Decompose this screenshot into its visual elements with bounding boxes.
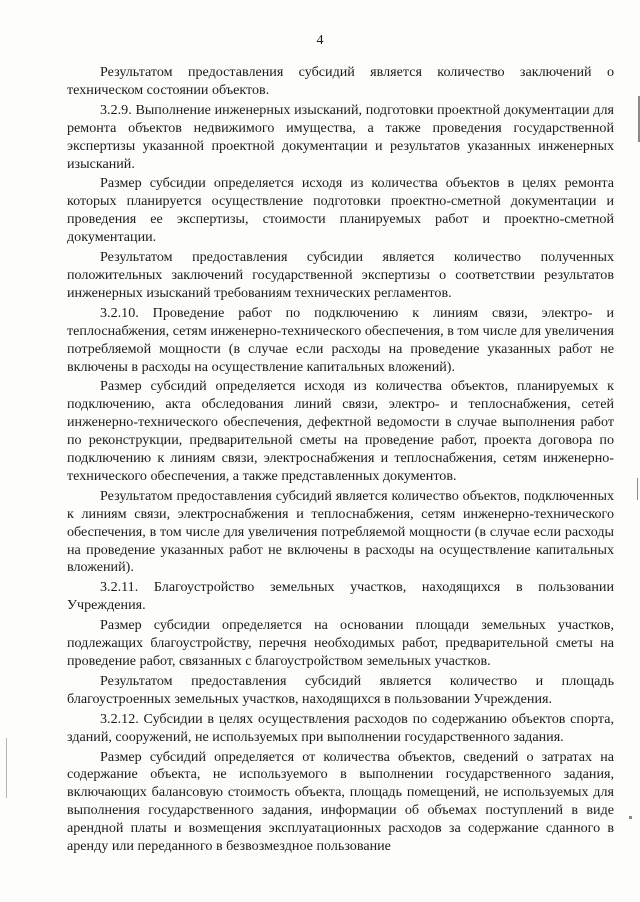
paragraph-3-2-12-size: Размер субсидий определяется от количества объектов, сведений о затратах на содержание объекта, не используемого в выполнении государственного задания, включающих балансовую стоимость объекта, площадь помещений, не используемых для выполнения государственного задания, информации об объемах поступлений в виде арендной платы и возмещения эксплуатационных расходов за содержание сданного в аренду или переданного в безвозмездное пользование (67, 748, 614, 855)
scan-edge-mark (637, 478, 638, 500)
paragraph-3-2-12-heading: 3.2.12. Субсидии в целях осуществления расходов по содержанию объектов спорта, зданий, сооружений, не используемых при выполнении государственного задания. (67, 710, 614, 745)
scan-edge-mark (6, 738, 7, 798)
page-number: 4 (316, 33, 324, 48)
paragraph-3-2-9-heading: 3.2.9. Выполнение инженерных изысканий, подготовки проектной документации для ремонта объектов недвижимого имущества, а также проведения государственной экспертизы указанной проектной документации и результатов указанных инженерных изысканий. (67, 101, 614, 172)
document-body (67, 64, 614, 856)
paragraph-3-2-10-size: Размер субсидий определяется исходя из количества объектов, планируемых к подключению, акта обследования линий связи, электро- и теплоснабжения, сетей инженерно-технического обеспечения, дефектной ведомости в случае выполнения работ по реконструкции, предварительной сметы на проведение работ, проекта договора по подключению к линиям связи, электроснабжения и теплоснабжения, сетям инженерно-технического обеспечения, а также представленных документов. (67, 378, 614, 484)
paragraph-3-2-10-result: Результатом предоставления субсидий является количество объектов, подключенных к линиям связи, электроснабжения и теплоснабжения, сетям инженерно-технического обеспечения, в том числе для увеличения потребляемой мощности (в случае если расходы на проведение указанных работ не включены в расходы на осуществление капитальных вложений). (67, 487, 614, 576)
paragraph-3-2-11-heading: 3.2.11. Благоустройство земельных участков, находящихся в пользовании Учреждения. (67, 579, 614, 614)
paragraph-3-2-9-result: Результатом предоставления субсидии является количество полученных положительных заключений государственной экспертизы о соответствии результатов инженерных изысканий требованиям технических регламентов. (67, 249, 614, 301)
paragraph-3-2-10-heading: 3.2.10. Проведение работ по подключению к линиям связи, электро- и теплоснабжения, сетям инженерно-технического обеспечения, в том числе для увеличения потребляемой мощности (в случае если расходы на проведение указанных работ не включены в расходы на осуществление капитальных вложений). (67, 304, 614, 375)
paragraph-3-2-11-result: Результатом предоставления субсидий является количество и площадь благоустроенных земельных участков, находящихся в пользовании Учреждения. (67, 672, 614, 707)
scan-dust-mark (629, 816, 632, 819)
paragraph-3-2-11-size: Размер субсидии определяется на основании площади земельных участков, подлежащих благоустройству, перечня необходимых работ, предварительной сметы на проведение работ, связанных с благоустройством земельных участков. (67, 617, 614, 669)
paragraph-3-2-9-size: Размер субсидии определяется исходя из количества объектов в целях ремонта которых планируется осуществление подготовки проектно-сметной документации и проведения ее экспертизы, стоимости планируемых работ и проектно-сметной документации. (67, 175, 614, 246)
paragraph-result-conclusions: Результатом предоставления субсидий является количество заключений о техническом состоянии объектов. (67, 64, 614, 98)
